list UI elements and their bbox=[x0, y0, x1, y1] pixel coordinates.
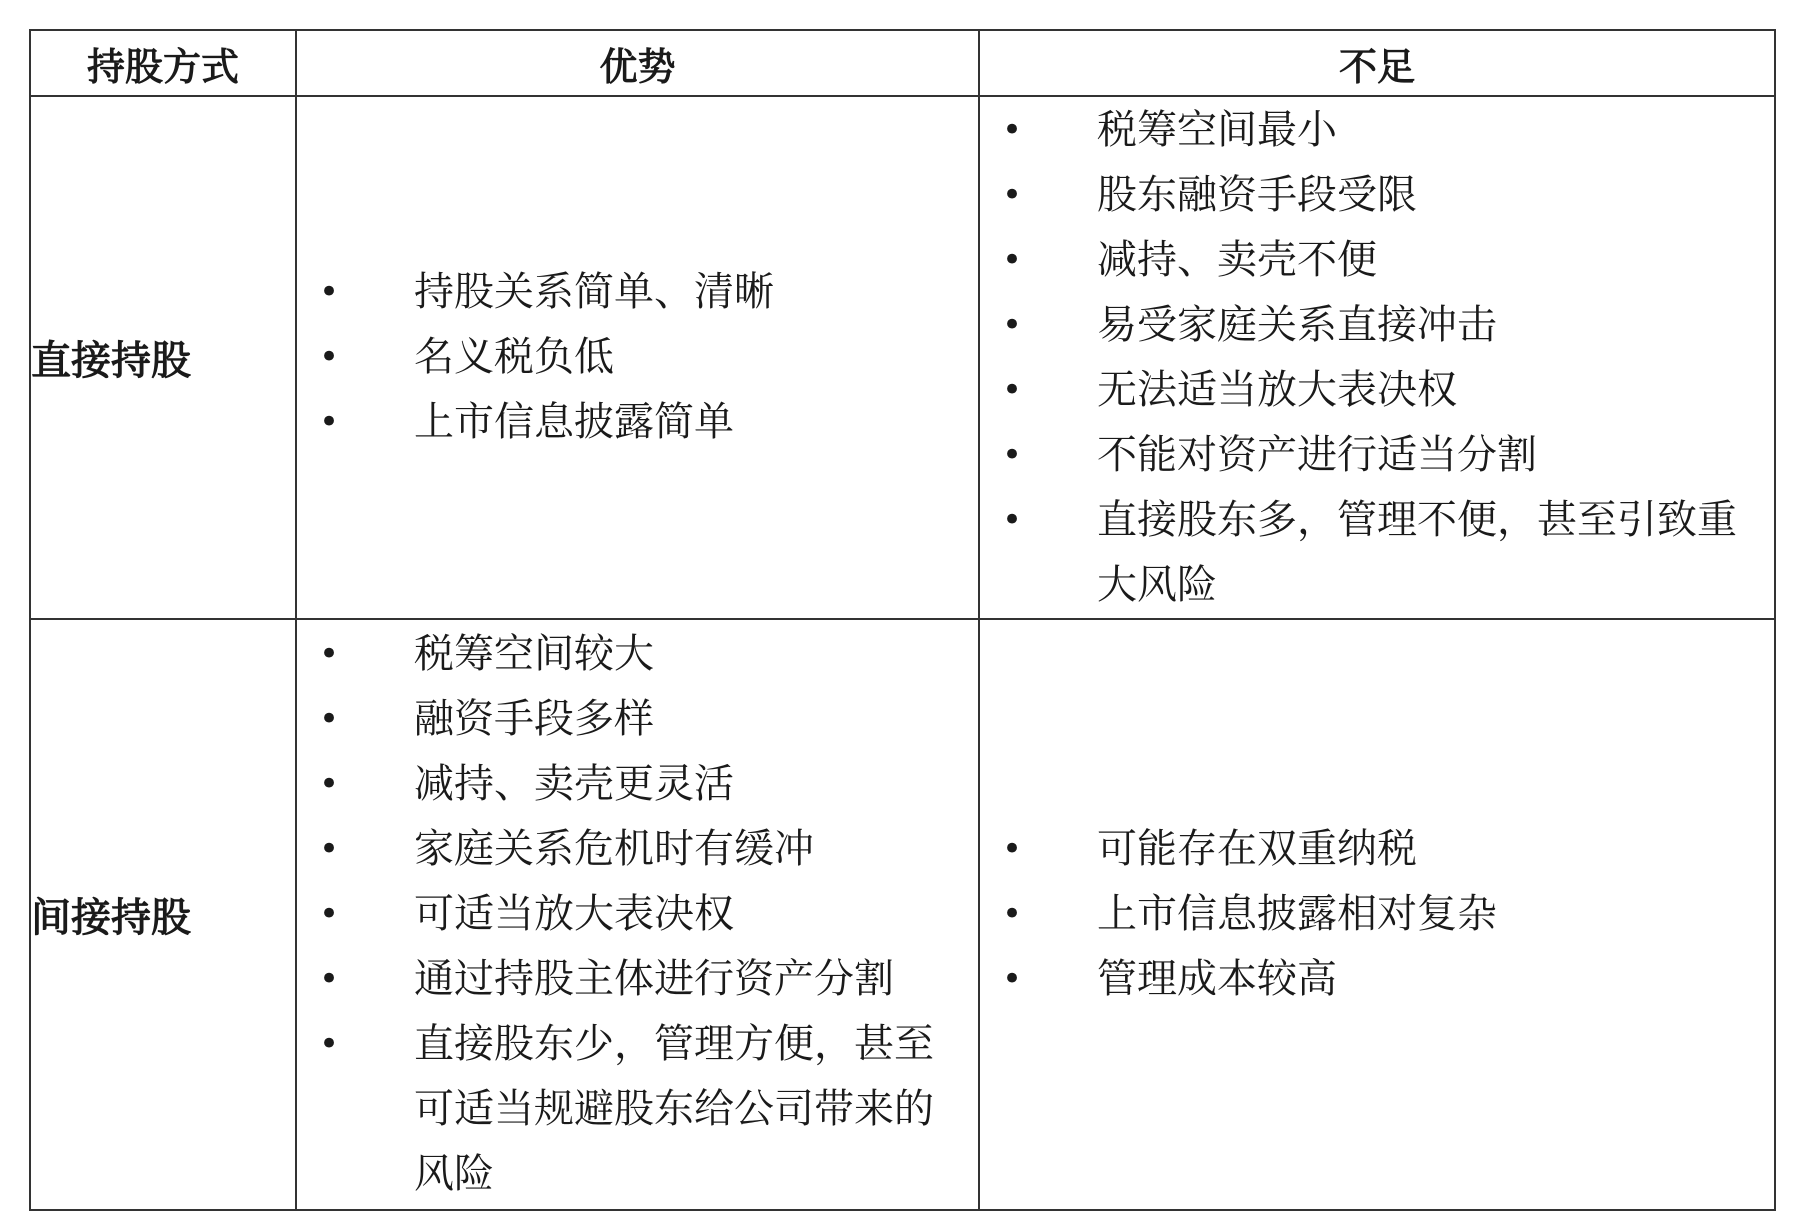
list-item: • 上市信息披露简单 bbox=[297, 390, 978, 455]
list-item: • 股东融资手段受限 bbox=[980, 163, 1774, 228]
advantages-cell bbox=[296, 619, 979, 1210]
list-item: • 易受家庭关系直接冲击 bbox=[980, 293, 1774, 358]
list-item: • 上市信息披露相对复杂 bbox=[980, 882, 1774, 947]
disadvantages-cell bbox=[979, 96, 1775, 619]
list-item: • 无法适当放大表决权 bbox=[980, 358, 1774, 423]
list-item: • 持股关系简单、清晰 bbox=[297, 260, 978, 325]
list-item: • 减持、卖壳更灵活 bbox=[297, 752, 978, 817]
comparison-table bbox=[29, 29, 1776, 1211]
list-item: • 不能对资产进行适当分割 bbox=[980, 423, 1774, 488]
list-item: • 家庭关系危机时有缓冲 bbox=[297, 817, 978, 882]
list-item: • 税筹空间较大 bbox=[297, 622, 978, 687]
list-item: • 可适当放大表决权 bbox=[297, 882, 978, 947]
advantages-list bbox=[297, 622, 978, 1207]
list-item: • 可能存在双重纳税 bbox=[980, 817, 1774, 882]
list-item: • 通过持股主体进行资产分割 bbox=[297, 947, 978, 1012]
list-item: • 直接股东多，管理不便，甚至引致重大风险 bbox=[980, 488, 1774, 618]
table-row bbox=[30, 619, 1775, 1210]
list-item: • 融资手段多样 bbox=[297, 687, 978, 752]
list-item: • 管理成本较高 bbox=[980, 947, 1774, 1012]
list-item: • 直接股东少，管理方便，甚至可适当规避股东给公司带来的风险 bbox=[297, 1012, 978, 1207]
disadvantages-cell bbox=[979, 619, 1775, 1210]
advantages-list bbox=[297, 260, 978, 455]
table-row bbox=[30, 96, 1775, 619]
list-item: • 减持、卖壳不便 bbox=[980, 228, 1774, 293]
row-method-direct: 直接持股 bbox=[30, 96, 296, 619]
header-row bbox=[30, 30, 1775, 96]
list-item: • 税筹空间最小 bbox=[980, 98, 1774, 163]
advantages-cell bbox=[296, 96, 979, 619]
list-item: • 名义税负低 bbox=[297, 325, 978, 390]
row-method-indirect: 间接持股 bbox=[30, 619, 296, 1210]
disadvantages-list bbox=[980, 817, 1774, 1012]
disadvantages-list bbox=[980, 98, 1774, 618]
header-disadvantages: 不足 bbox=[979, 30, 1775, 96]
header-method: 持股方式 bbox=[30, 30, 296, 96]
header-advantages: 优势 bbox=[296, 30, 979, 96]
